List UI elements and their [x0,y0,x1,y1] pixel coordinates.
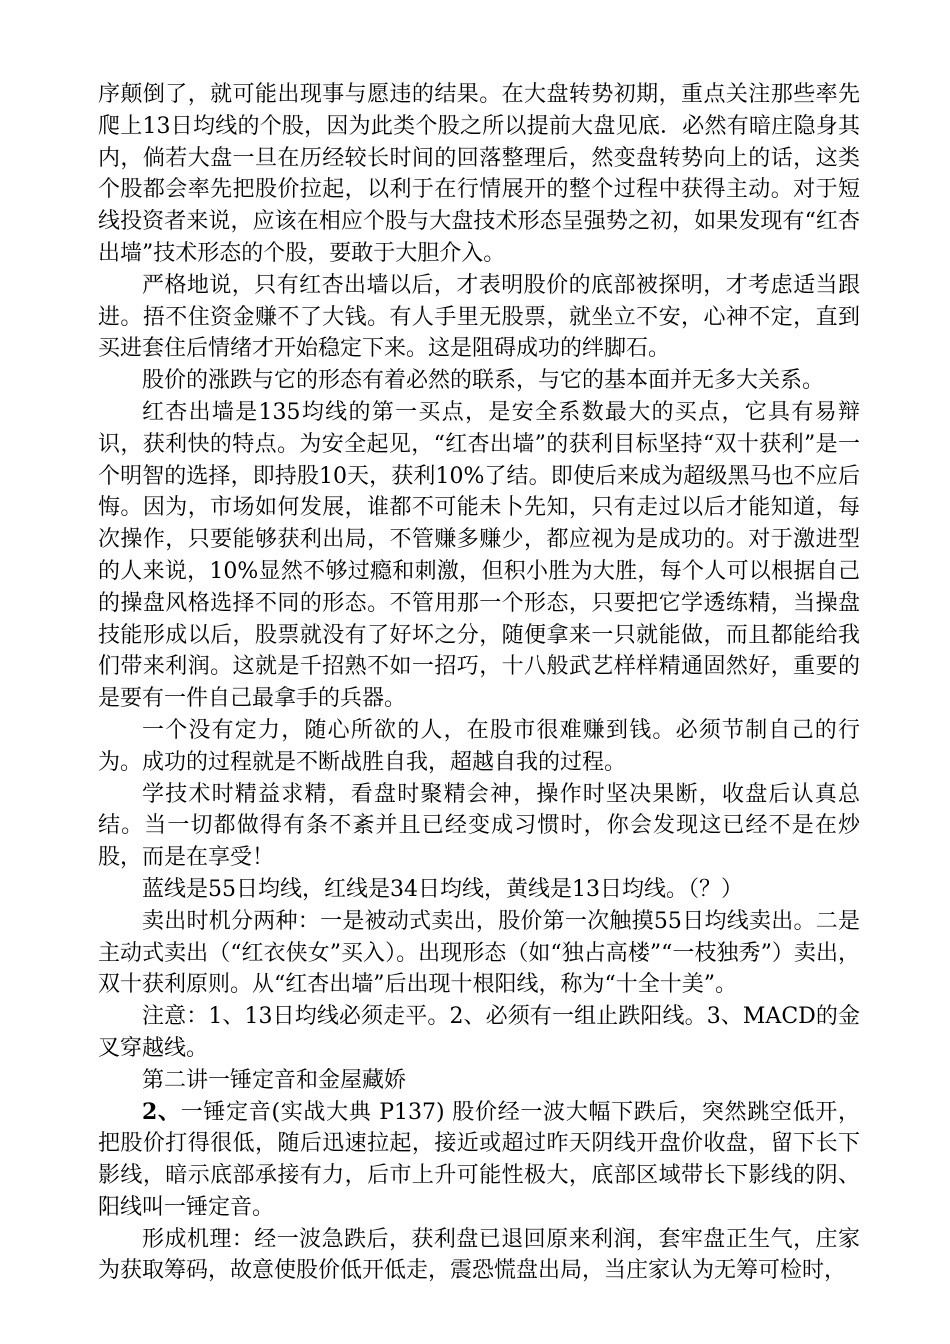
paragraph-3: 股价的涨跌与它的形态有着必然的联系，与它的基本面并无多大关系。 [142,368,825,394]
paragraph-2: 严格地说，只有红杏出墙以后，才表明股价的底部被探明，才考虑适当跟进。捂不住资金赚不了大钱。有人手里无股票，就坐立不安，心神不定，直到买进套住后情绪才开始稳定下来。这是阻碍成功的绊脚石。 [98,272,860,362]
paragraph-6: 学技术时精益求精，看盘时聚精会神，操作时坚决果断，收盘后认真总结。当一切都做得有条不紊并且已经变成习惯时，你会发现这已经不是在炒股，而是在享受！ [98,781,860,871]
paragraph-5: 一个没有定力，随心所欲的人，在股市很难赚到钱。必须节制自己的行为。成功的过程就是不断战胜自我，超越自我的过程。 [98,717,860,775]
paragraph-8: 卖出时机分两种：一是被动式卖出，股价第一次触摸55日均线卖出。二是主动式卖出（“红衣侠女”买入）。出现形态（如“独占高楼”“一枝独秀”）卖出，双十获利原则。从“红杏出墙”后出现十根阳线，称为“十全十美”。 [98,908,860,998]
paragraph-12: 形成机理：经一波急跌后，获利盘已退回原来利润，套牢盘正生气，庄家为获取筹码，故意使股价低开低走，震恐慌盘出局，当庄家认为无筹可检时， [98,1226,860,1284]
paragraph-7: 蓝线是55日均线，红线是34日均线，黄线是13日均线。（？） [142,876,743,902]
paragraph-11-text: 一锤定音(实战大典 P137) 股价经一波大幅下跌后，突然跳空低开，把股价打得很低，随后迅速拉起，接近或超过昨天阴线开盘价收盘，留下长下影线，暗示底部承接有力，后市上升可能性极大，底部区域带长下影线的阴、阳线叫一锤定音。 [98,1099,861,1220]
paragraph-4: 红杏出墙是135均线的第一买点，是安全系数最大的买点，它具有易辩识，获利快的特点。为安全起见，“红杏出墙”的获利目标坚持“双十获利”是一个明智的选择，即持股10天，获利10%了结。即使后来成为超级黑马也不应后悔。因为，市场如何发展，谁都不可能未卜先知，只有走过以后才能知道，每次操作，只要能够获利出局，不管赚多赚少，都应视为是成功的。对于激进型的人来说，10%显然不够过瘾和刺激，但积小胜为大胜，每个人可以根据自己的操盘风格选择不同的形态。不管用那一个形态，只要把它学透练精，当操盘技能形成以后，股票就没有了好坏之分，随便拿来一只就能做，而且都能给我们带来利润。这就是千招熟不如一招巧，十八般武艺样样精通固然好，重要的是要有一件自己最拿手的兵器。 [98,399,860,712]
document-body [98,79,860,1287]
paragraph-9: 注意：1、13日均线必须走平。2、必须有一组止跌阳线。3、MACD的金叉穿越线。 [98,1004,860,1061]
paragraph-11 [98,1097,860,1224]
paragraph-1: 序颠倒了，就可能出现事与愿违的结果。在大盘转势初期，重点关注那些率先爬上13日均线的个股，因为此类个股之所以提前大盘见底．必然有暗庄隐身其内，倘若大盘一旦在历经较长时间的回落整理后，然变盘转势向上的话，这类个股都会率先把股价拉起，以利于在行情展开的整个过程中获得主动。对于短线投资者来说，应该在相应个股与大盘技术形态呈强势之初，如果发现有“红杏出墙”技术形态的个股，要敢于大胆介入。 [98,82,860,266]
bold-lead: 2、 [142,1098,181,1125]
section-heading: 第二讲一锤定音和金屋藏娇 [142,1067,407,1093]
